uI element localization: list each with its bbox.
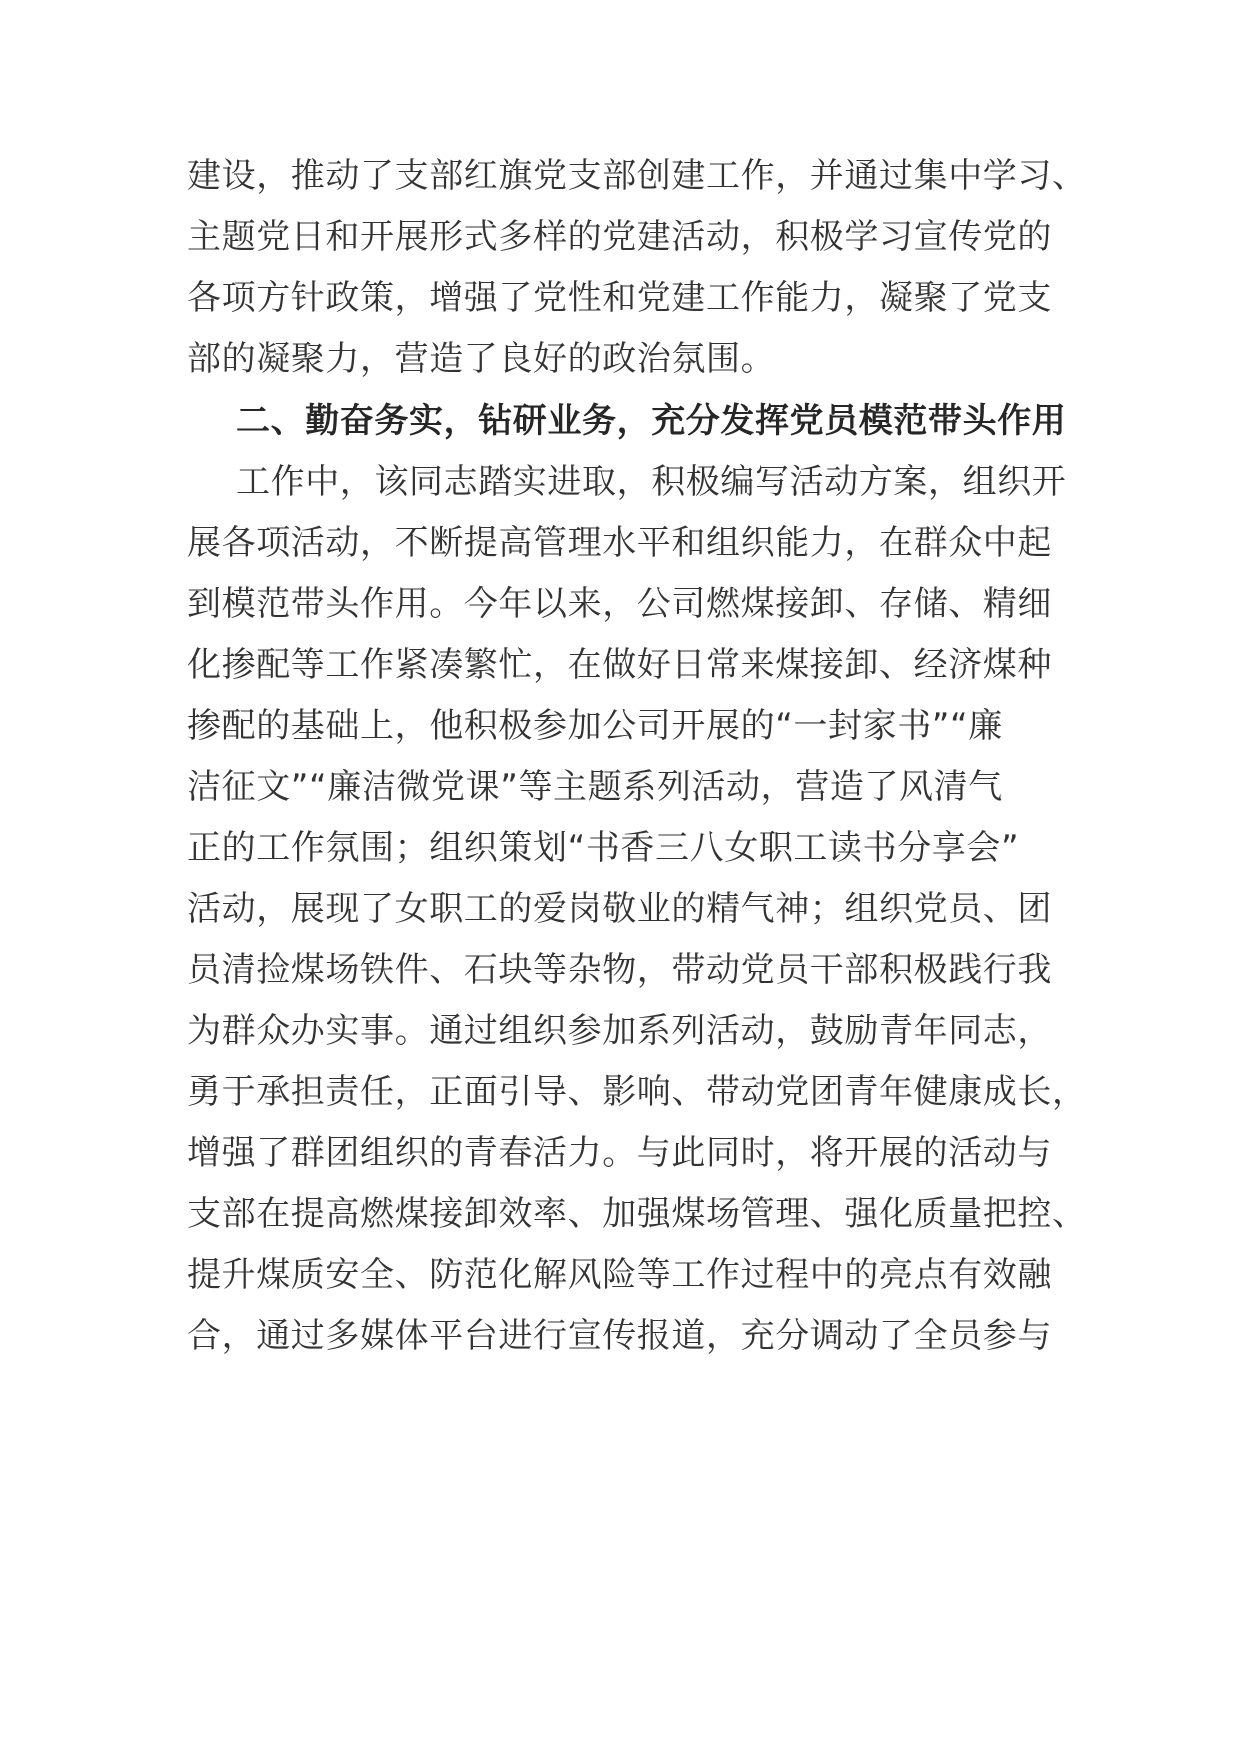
- text-line: 活动，展现了女职工的爱岗敬业的精气神；组织党员、团: [187, 889, 1052, 929]
- text-line: 化掺配等工作紧凑繁忙，在做好日常来煤接卸、经济煤种: [187, 645, 1052, 685]
- text-line: 提升煤质安全、防范化解风险等工作过程中的亮点有效融: [187, 1255, 1052, 1295]
- text-line: 掺配的基础上，他积极参加公司开展的“一封家书”“廉: [187, 706, 1003, 746]
- text-line: 勇于承担责任，正面引导、影响、带动党团青年健康成长，: [187, 1072, 1087, 1112]
- text-line: 合，通过多媒体平台进行宣传报道，充分调动了全员参与: [187, 1316, 1052, 1356]
- text-line: 为群众办实事。通过组织参加系列活动，鼓励青年同志，: [187, 1011, 1052, 1051]
- text-line: 洁征文”“廉洁微党课”等主题系列活动，营造了风清气: [187, 767, 1003, 807]
- text-line: 支部在提高燃煤接卸效率、加强煤场管理、强化质量把控、: [187, 1194, 1087, 1234]
- text-line: 各项方针政策，增强了党性和党建工作能力，凝聚了党支: [187, 278, 1052, 318]
- text-line: 展各项活动，不断提高管理水平和组织能力，在群众中起: [187, 523, 1052, 563]
- text-line: 到模范带头作用。今年以来，公司燃煤接卸、存储、精细: [187, 584, 1052, 624]
- text-line: 工作中，该同志踏实进取，积极编写活动方案，组织开: [236, 462, 1067, 502]
- text-line: 建设，推动了支部红旗党支部创建工作，并通过集中学习、: [187, 156, 1087, 196]
- text-line: 部的凝聚力，营造了良好的政治氛围。: [187, 339, 776, 379]
- text-line: 增强了群团组织的青春活力。与此同时，将开展的活动与: [187, 1133, 1052, 1173]
- section-heading: 二、勤奋务实，钻研业务，充分发挥党员模范带头作用: [236, 401, 1067, 441]
- text-line: 员清捡煤场铁件、石块等杂物，带动党员干部积极践行我: [187, 950, 1052, 990]
- text-line: 正的工作氛围；组织策划“书香三八女职工读书分享会”: [187, 828, 1020, 868]
- text-line: 主题党日和开展形式多样的党建活动，积极学习宣传党的: [187, 217, 1052, 257]
